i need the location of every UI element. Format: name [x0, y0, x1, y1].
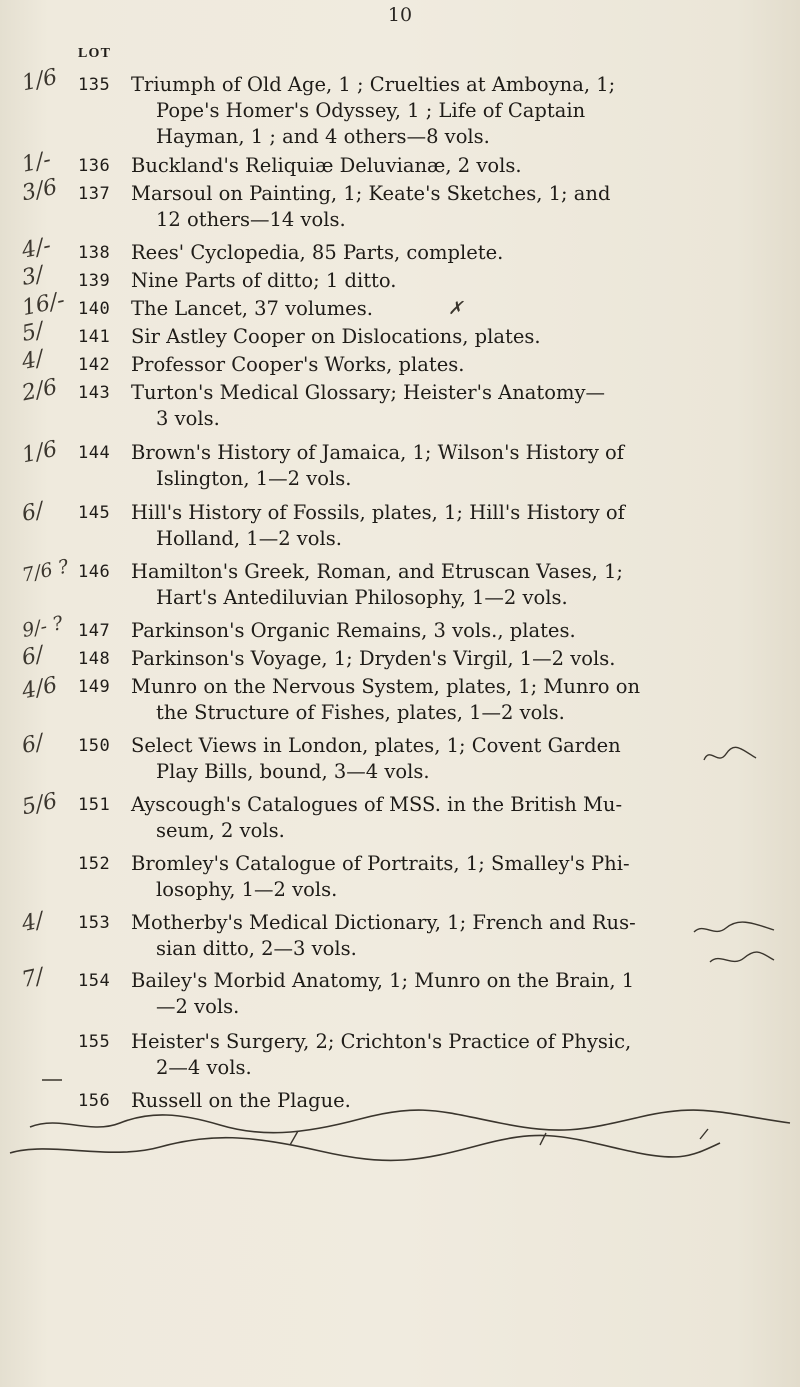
lot-text: 3 vols.	[156, 407, 220, 430]
lot-text: Ayscough's Catalogues of MSS. in the British Mu-	[131, 793, 623, 816]
lot-number: 142	[78, 355, 111, 375]
lot-text: Hart's Antediluvian Philosophy, 1—2 vols.	[156, 586, 568, 609]
price-annotation: 2/6	[19, 374, 60, 407]
lot-text: Hayman, 1 ; and 4 others—8 vols.	[156, 125, 490, 148]
lot-text: —2 vols.	[156, 995, 240, 1018]
lot-text: sian ditto, 2—3 vols.	[156, 937, 357, 960]
lot-text: Hill's History of Fossils, plates, 1; Hill's History of	[131, 501, 625, 524]
lot-number: 137	[78, 184, 111, 204]
cross-mark-icon: ✗	[448, 298, 464, 319]
lot-number: 154	[78, 971, 111, 991]
lot-number: 145	[78, 503, 111, 523]
lot-number: 152	[78, 854, 111, 874]
lot-text: Play Bills, bound, 3—4 vols.	[156, 760, 430, 783]
handwritten-note-icon	[690, 918, 780, 978]
handwritten-scrawl-icon	[0, 1105, 800, 1165]
price-annotation: 6/	[19, 498, 46, 527]
price-annotation: 6/	[19, 730, 46, 759]
price-annotation: 3/	[19, 262, 46, 291]
lot-text: Sir Astley Cooper on Dislocations, plates.	[131, 325, 541, 348]
handwritten-note-icon	[700, 740, 760, 770]
lot-number: 139	[78, 271, 111, 291]
lot-number: 149	[78, 677, 111, 697]
lot-number: 136	[78, 156, 111, 176]
price-annotation: 7/	[19, 964, 46, 993]
price-annotation: 4/	[19, 908, 46, 937]
lot-text: Marsoul on Painting, 1; Keate's Sketches, 1; and	[131, 182, 611, 205]
page-number: 10	[387, 4, 413, 26]
price-annotation: 3/6	[19, 174, 60, 207]
lot-text: The Lancet, 37 volumes.	[131, 297, 373, 320]
lot-text: Russell on the Plague.	[131, 1089, 351, 1112]
lot-text: Select Views in London, plates, 1; Covent Garden	[131, 734, 621, 757]
lot-number: 153	[78, 913, 111, 933]
lot-number: 140	[78, 299, 111, 319]
lot-text: Brown's History of Jamaica, 1; Wilson's History of	[131, 441, 625, 464]
lot-number: 148	[78, 649, 111, 669]
price-annotation: 1/-	[19, 147, 54, 178]
lot-text: Professor Cooper's Works, plates.	[131, 353, 465, 376]
lot-text: Motherby's Medical Dictionary, 1; French and Rus-	[131, 911, 636, 934]
lot-text: Triumph of Old Age, 1 ; Cruelties at Amboyna, 1;	[131, 73, 616, 96]
price-annotation: 7/6 ?	[20, 555, 71, 587]
lot-text: Parkinson's Voyage, 1; Dryden's Virgil, 1—2 vols.	[131, 647, 616, 670]
lot-text: Nine Parts of ditto; 1 ditto.	[131, 269, 397, 292]
price-annotation: 6/	[19, 642, 46, 671]
price-annotation: 4/6	[19, 672, 60, 705]
lot-text: Holland, 1—2 vols.	[156, 527, 342, 550]
lot-text: 2—4 vols.	[156, 1056, 252, 1079]
lot-number: 138	[78, 243, 111, 263]
lot-text: seum, 2 vols.	[156, 819, 285, 842]
lot-text: Pope's Homer's Odyssey, 1 ; Life of Captain	[156, 99, 586, 122]
lot-number: 143	[78, 383, 111, 403]
lot-number: 141	[78, 327, 111, 347]
lot-text: Heister's Surgery, 2; Crichton's Practice of Physic,	[131, 1030, 632, 1053]
lot-column-header: LOT	[78, 46, 112, 61]
lot-text: Parkinson's Organic Remains, 3 vols., plates.	[131, 619, 576, 642]
lot-text: Bailey's Morbid Anatomy, 1; Munro on the Brain, 1	[131, 969, 635, 992]
price-annotation: 1/6	[19, 436, 60, 469]
price-annotation: 4/	[19, 346, 46, 375]
lot-number: 155	[78, 1032, 111, 1052]
lot-text: Islington, 1—2 vols.	[156, 467, 352, 490]
lot-text: 12 others—14 vols.	[156, 208, 346, 231]
price-annotation: 5/	[19, 318, 46, 347]
lot-number: 150	[78, 736, 111, 756]
lot-number: 156	[78, 1091, 111, 1111]
price-annotation: 1/6	[19, 64, 60, 97]
lot-number: 151	[78, 795, 111, 815]
lot-text: Munro on the Nervous System, plates, 1; Munro on	[131, 675, 641, 698]
lot-text: Hamilton's Greek, Roman, and Etruscan Vases, 1;	[131, 560, 623, 583]
lot-number: 147	[78, 621, 111, 641]
lot-text: losophy, 1—2 vols.	[156, 878, 338, 901]
lot-text: Bromley's Catalogue of Portraits, 1; Smalley's Phi-	[131, 852, 630, 875]
lot-number: 146	[78, 562, 111, 582]
price-annotation: 9/- ?	[20, 611, 65, 643]
lot-text: Turton's Medical Glossary; Heister's Anatomy—	[131, 381, 605, 404]
handwritten-note-icon	[38, 1068, 68, 1090]
lot-number: 144	[78, 443, 111, 463]
lot-number: 135	[78, 75, 111, 95]
price-annotation: 16/-	[19, 287, 67, 322]
lot-text: Rees' Cyclopedia, 85 Parts, complete.	[131, 241, 504, 264]
price-annotation: 5/6	[19, 788, 60, 821]
lot-text: Buckland's Reliquiæ Deluvianæ, 2 vols.	[131, 154, 522, 177]
price-annotation: 4/-	[19, 233, 54, 264]
lot-text: the Structure of Fishes, plates, 1—2 vols.	[156, 701, 565, 724]
